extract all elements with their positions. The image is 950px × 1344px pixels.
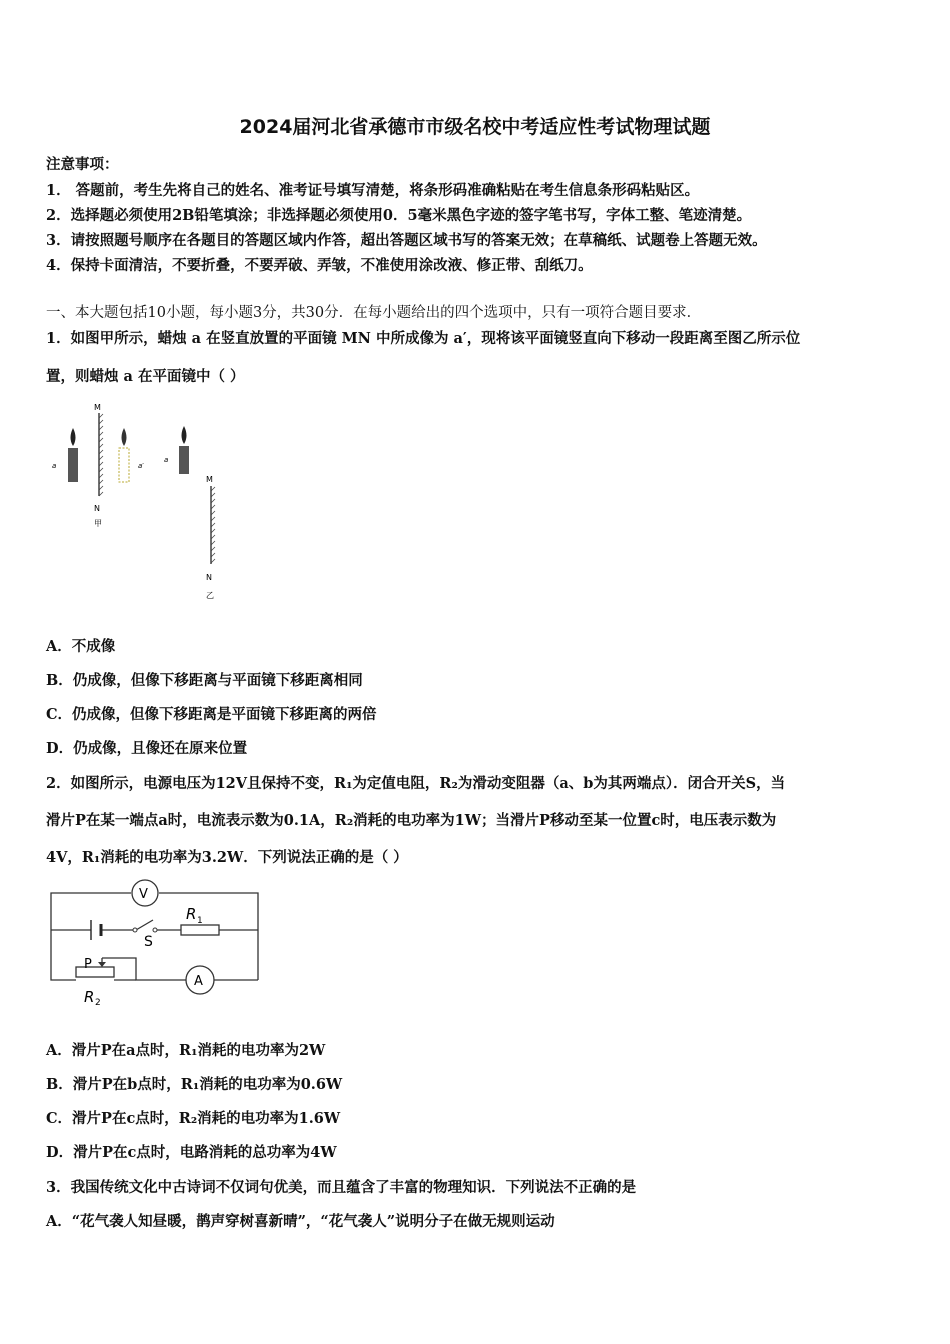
candle-flame [182,426,187,444]
r2-label: R [84,988,95,1006]
mirror-label-m: M [206,475,213,484]
option-a: A．“花气袭人知昼暖，鹊声穿树喜新晴”，“花气袭人”说明分子在做无规则运动 [46,1213,555,1230]
voltmeter-label: V [139,887,148,902]
question-text: 1．如图甲所示，蜡烛 a 在竖直放置的平面镜 MN 中所成像为 a′，现将该平面镜竖直向下移动一段距离至图乙所示位 [46,330,801,347]
note-item: 4．保持卡面清洁，不要折叠，不要弄破、弄皱，不准使用涂改液、修正带、刮纸刀。 [46,257,593,274]
candle-a [179,446,189,474]
circuit-diagram [46,878,262,1008]
section-heading: 一、本大题包括10小题，每小题3分，共30分．在每小题给出的四个选项中，只有一项符合题目要求． [46,305,702,321]
option-d: D．滑片P在c点时，电路消耗的总功率为4W [46,1144,337,1161]
mirror-label-n: N [206,573,212,582]
note-item: 2．选择题必须使用2B铅笔填涂；非选择题必须使用0．5毫米黑色字迹的签字笔书写，字体工整、笔迹清楚。 [46,207,752,224]
candle-flame [71,428,76,446]
mirror-label-m: M [94,403,101,412]
option-a: A．滑片P在a点时，R₁消耗的电功率为2W [46,1042,326,1059]
question-text: 2．如图所示，电源电压为12V且保持不变，R₁为定值电阻，R₂为滑动变阻器（a、b为其两端点）．闭合开关S，当 [46,775,786,792]
option-b: B．仍成像，但像下移距离与平面镜下移距离相同 [46,672,363,689]
option-a: A．不成像 [46,638,116,655]
switch-contact [133,928,137,932]
switch-contact [153,928,157,932]
option-b: B．滑片P在b点时，R₁消耗的电功率为0.6W [46,1076,343,1093]
candle-image [119,448,129,482]
question-text: 4V，R₁消耗的电功率为3.2W．下列说法正确的是（ ） [46,849,408,866]
switch-label: S [144,934,153,950]
option-c: C．仍成像，但像下移距离是平面镜下移距离的两倍 [46,706,377,723]
page-title: 2024届河北省承德市市级名校中考适应性考试物理试题 [239,116,711,138]
question-text: 3．我国传统文化中古诗词不仅词句优美，而且蕴含了丰富的物理知识．下列说法不正确的是 [46,1179,637,1196]
slider-label: P [84,957,92,972]
option-c: C．滑片P在c点时，R₂消耗的电功率为1.6W [46,1110,341,1127]
figure-caption: 乙 [206,591,214,600]
candle-label: a [164,456,169,464]
note-item: 1． 答题前，考生先将自己的姓名、准考证号填写清楚，将条形码准确粘贴在考生信息条形码粘贴区。 [46,182,700,199]
mirror-figure [46,398,236,606]
image-flame [122,428,127,446]
slider-arrow [98,962,106,967]
ammeter-label: A [194,974,203,989]
question-text: 置，则蜡烛 a 在平面镜中（ ） [46,368,245,385]
notes-heading: 注意事项： [46,156,119,173]
option-d: D．仍成像，且像还在原来位置 [46,740,248,757]
r1-label: R [186,905,197,923]
figure-caption: 甲 [94,519,102,528]
question-text: 滑片P在某一端点a时，电流表示数为0.1A，R₂消耗的电功率为1W；当滑片P移动至某一位置c时，电压表示数为 [46,812,777,829]
note-item: 3．请按照题号顺序在各题目的答题区域内作答，超出答题区域书写的答案无效；在草稿纸、试题卷上答题无效。 [46,232,767,249]
r1-subscript: 1 [197,916,203,926]
mirror-label-n: N [94,504,100,513]
image-label: a′ [138,462,144,470]
r2-subscript: 2 [95,998,101,1008]
candle-a [68,448,78,482]
candle-label: a [52,462,57,470]
